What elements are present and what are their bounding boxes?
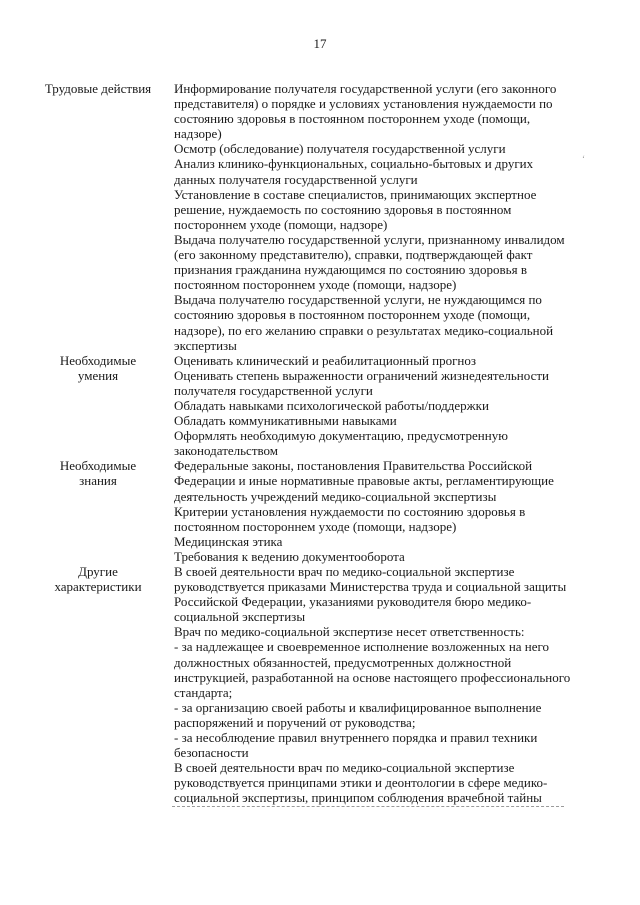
content-item: Выдача получателю государственной услуги, не нуждающимся по состоянию здоровья в постоянном постороннем уходе (помощи, надзоре), по его желанию справки о результатах медико-социальной экспертизы (174, 292, 554, 353)
content-item: Требования к ведению документооборота (174, 548, 405, 564)
margin-mark: ʻ (582, 154, 585, 164)
row-label: Необходимые знания (59, 458, 137, 489)
content-item: Оформлять необходимую документацию, предусмотренную законодательством (174, 428, 508, 459)
table-row (0, 458, 640, 564)
row-label: Трудовые действия (44, 81, 152, 96)
row-label: Необходимые умения (59, 352, 137, 383)
content-item: Выдача получателю государственной услуги, признанному инвалидом (его законному представителю), справки, подтверждающей факт признания гражданина нуждающимся по состоянию здоровья в постоянном постороннем уходе (помощи, надзоре) (174, 231, 565, 293)
content-item: В своей деятельности врач по медико-социальной экспертизе руководствуется принципами этики и деонтологии в сфере медико- социальной экспертизы, принципом соблюдения врачебной тайны (174, 760, 548, 806)
content-item: Оценивать клинический и реабилитационный прогноз (174, 352, 477, 368)
content-item: Установление в составе специалистов, принимающих экспертное решение, нуждаемость по состоянию здоровья в постоянном постороннем уходе (помощи, надзоре) (174, 186, 537, 232)
row-content (174, 353, 574, 459)
row-label: Другие характеристики (54, 564, 142, 595)
row-content (174, 564, 574, 806)
content-item: Анализ клинико-функциональных, социально-бытовых и других данных получателя государственной услуги (174, 156, 534, 187)
page-number: 17 (313, 36, 327, 51)
content-item: Обладать коммуникативными навыками (174, 413, 397, 429)
content-item: Федеральные законы, постановления Правительства Российской Федерации и иные нормативные правовые акты, регламентирующие деятельность учреждений медико-социальной экспертизы (174, 458, 554, 504)
bottom-rule (172, 806, 564, 807)
row-content (174, 81, 574, 353)
job-functions-table (0, 81, 640, 806)
content-item: Критерии установления нуждаемости по состоянию здоровья в постоянном постороннем уходе (помощи, надзоре) (174, 503, 526, 534)
table-row (0, 81, 640, 353)
content-item: Информирование получателя государственной услуги (его законного представителя) о порядке и условиях установления нуждаемости по состоянию здоровья в постоянном постороннем уходе (помощи, надзоре) (174, 81, 557, 142)
table-row (0, 353, 640, 459)
content-item: Оценивать степень выраженности ограничений жизнедеятельности получателя государственной услуги (174, 367, 549, 398)
content-item: Обладать навыками психологической работы/поддержки (174, 397, 489, 413)
table-row (0, 564, 640, 806)
row-content (174, 458, 574, 564)
content-item: Врач по медико-социальной экспертизе несет ответственность: - за надлежащее и своевременное исполнение возложенных на него должностных обязанностей, предусмотренных должностной инструкцией, разработанной на основе настоящего профессионального стандарта; - за организацию своей работы и квалифицированное выполнение распоряжений и поручений от руководства; - за несоблюдение правил внутреннего порядка и правил техники безопасности (174, 624, 571, 761)
content-item: В своей деятельности врач по медико-социальной экспертизе руководствуется приказами Министерства труда и социальной защиты Российской Федерации, указаниями руководителя бюро медико- социальной экспертизы (174, 564, 567, 625)
content-item: Осмотр (обследование) получателя государственной услуги (174, 141, 506, 157)
content-item: Медицинская этика (174, 533, 283, 549)
